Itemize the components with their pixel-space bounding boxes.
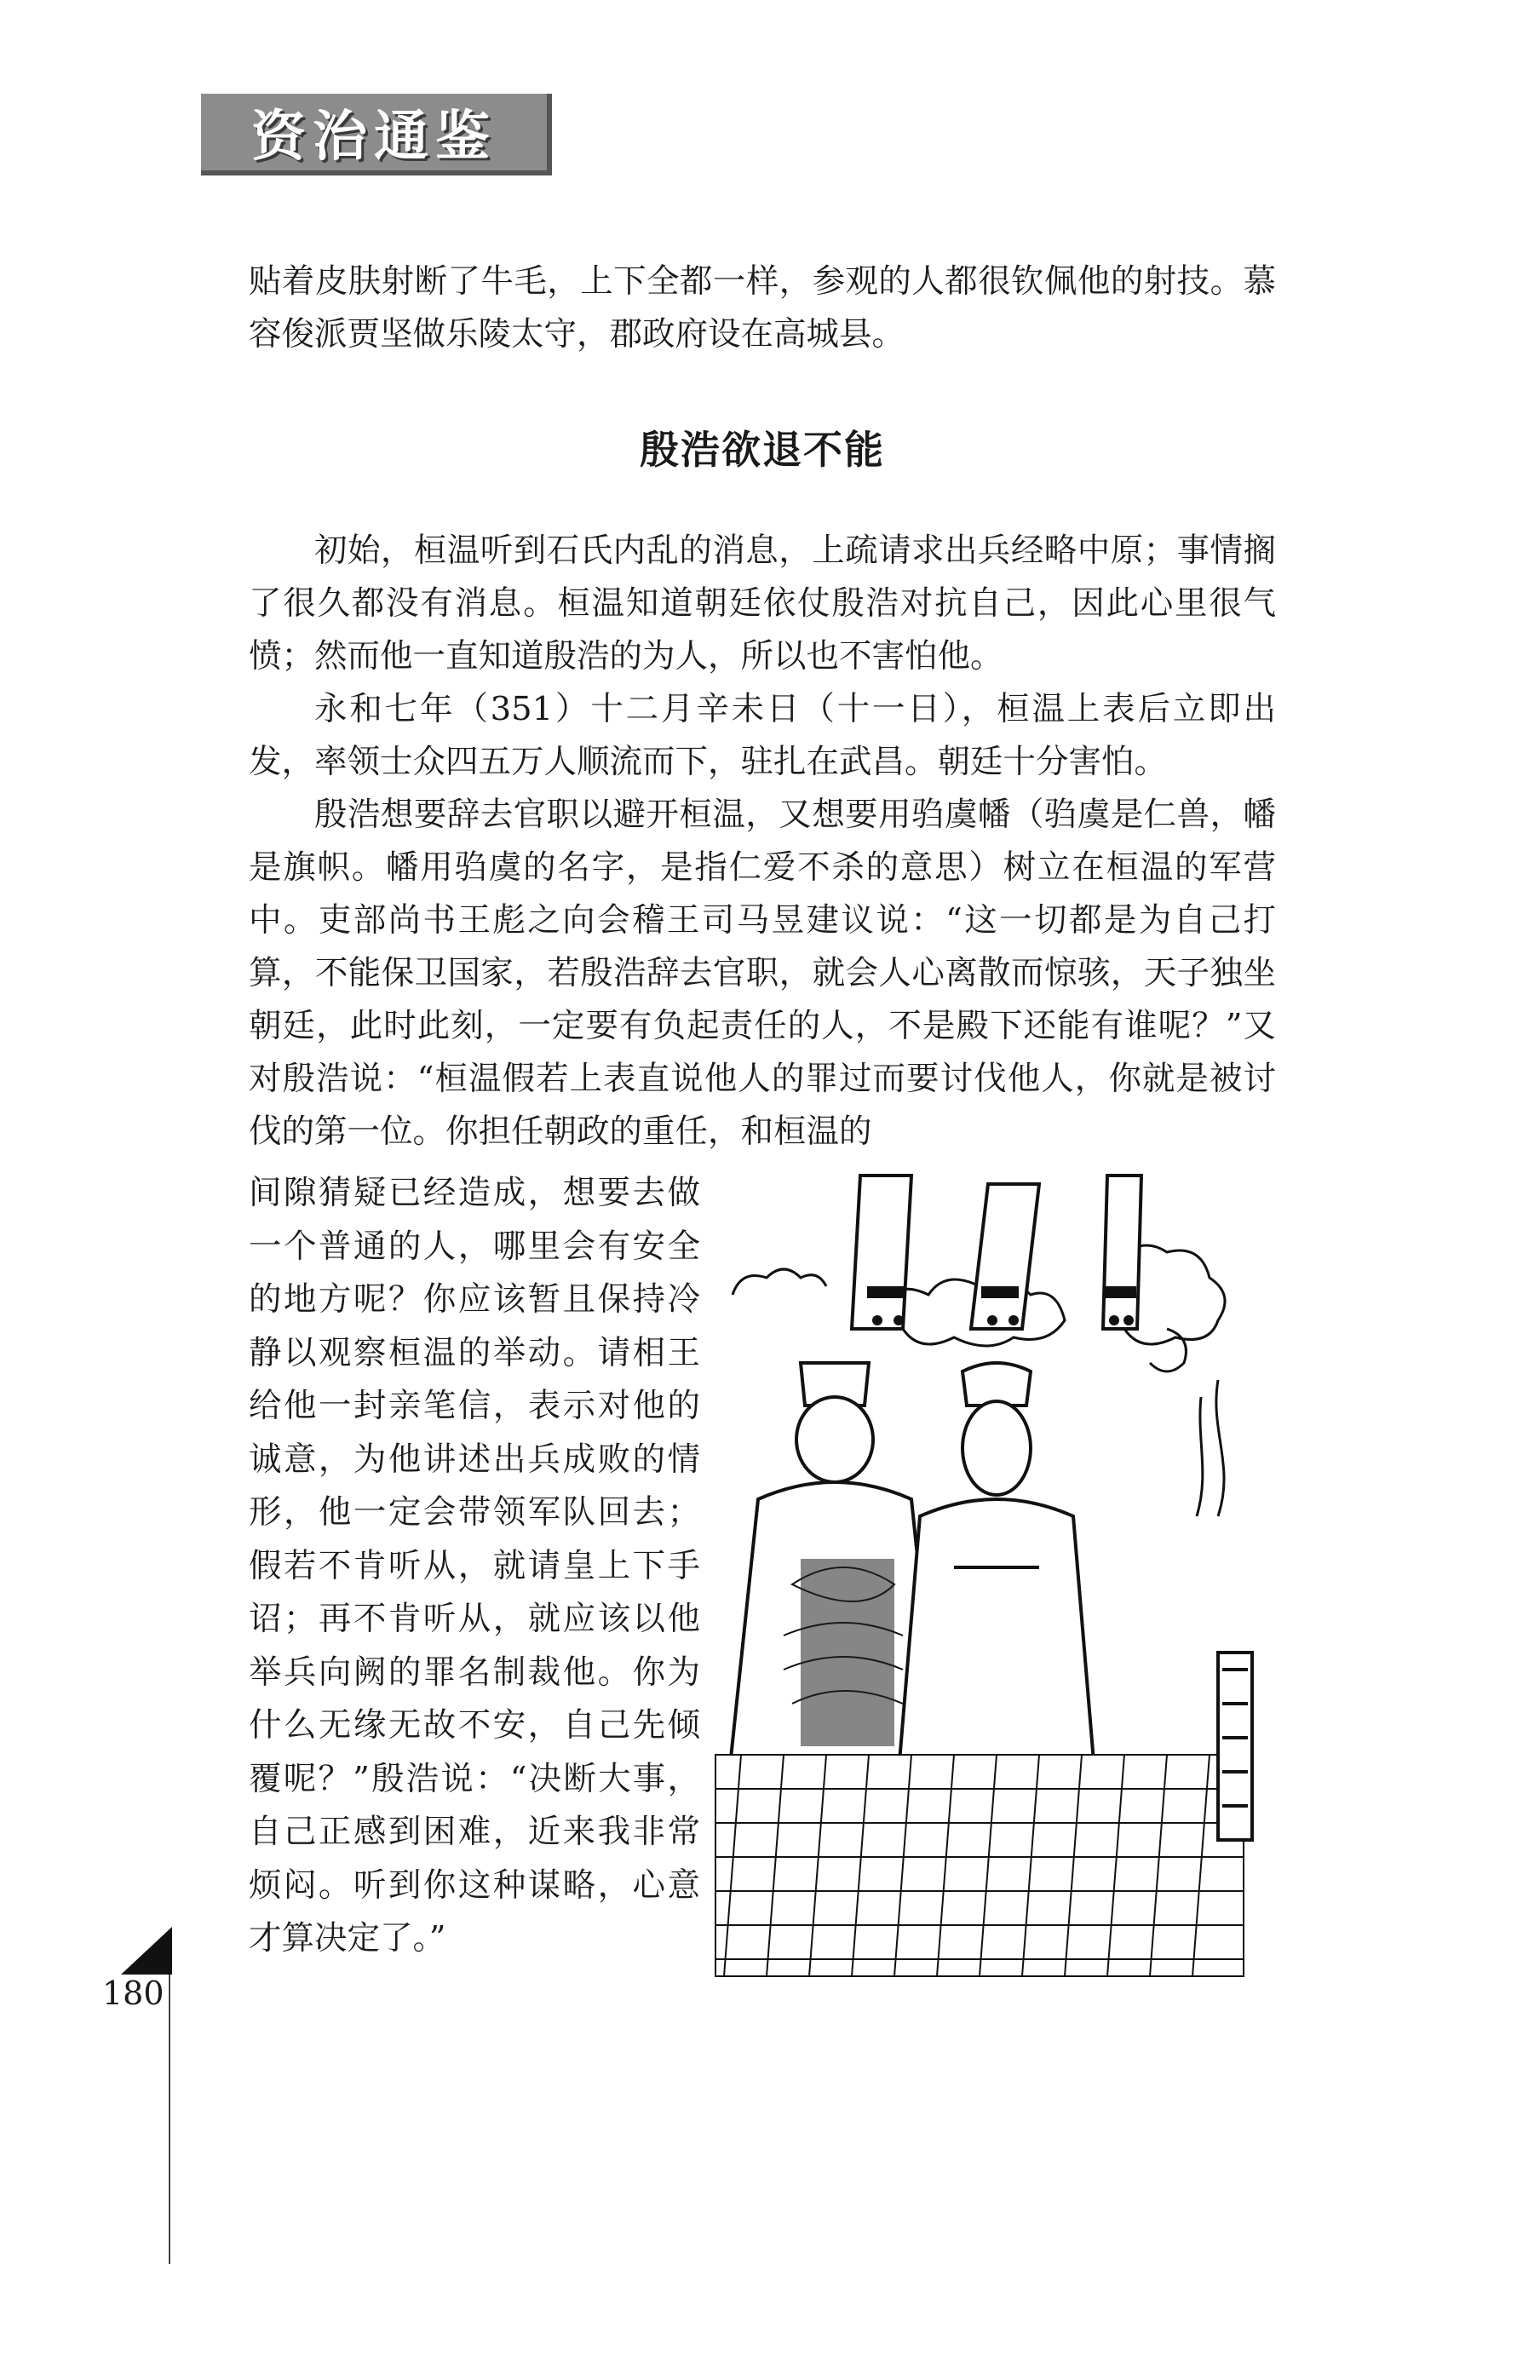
book-title: 资治通鉴 <box>251 106 497 169</box>
paragraph-1: 初始，桓温听到石氏内乱的消息，上疏请求出兵经略中原；事情搁了很久都没有消息。桓温知道朝廷依仗殷浩对抗自己，因此心里很气愤；然而他一直知道殷浩的为人，所以也不害怕他。 <box>249 532 1276 675</box>
book-title-banner <box>201 94 552 175</box>
main-text <box>249 525 1276 1158</box>
narrow-text-column <box>249 1167 700 1966</box>
page-number: 180 <box>102 1975 164 2012</box>
paragraph-2: 永和七年（351）十二月辛未日（十一日），桓温上表后立即出发，率领士众四五万人顺流而下，驻扎在武昌。朝廷十分害怕。 <box>249 690 1276 781</box>
paragraph-3: 殷浩想要辞去官职以避开桓温，又想要用驺虞幡（驺虞是仁兽，幡是旗帜。幡用驺虞的名字，是指仁爱不杀的意思）树立在桓温的军营中。吏部尚书王彪之向会稽王司马昱建议说：“这一切都是为自己打算，不能保卫国家，若殷浩辞去官职，就会人心离散而惊骇，天子独坐朝廷，此时此刻，一定要有负起责任的人，不是殿下还能有谁呢？”又对殷浩说：“桓温假若上表直说他人的罪过而要讨伐他人，你就是被讨伐的第一位。你担任朝政的重任，和桓温的 <box>249 796 1276 1151</box>
margin-rule <box>169 1975 170 2264</box>
narrow-paragraph: 间隙猜疑已经造成，想要去做一个普通的人，哪里会有安全的地方呢？你应该暂且保持冷静以观察桓温的举动。请相王给他一封亲笔信，表示对他的诚意，为他讲述出兵成败的情形，他一定会带领军队回去；假若不肯听从，就请皇上下手诏；再不肯听从，就应该以他举兵向阙的罪名制裁他。你为什么无缘无故不安，自己先倾覆呢？”殷浩说：“决断大事，自己正感到困难，近来我非常烦闷。听到你这种谋略，心意才算决定了。” <box>249 1174 700 1957</box>
intro-paragraph: 贴着皮肤射断了牛毛，上下全都一样，参观的人都很钦佩他的射技。慕容俊派贾坚做乐陵太守，郡政府设在高城县。 <box>249 262 1276 354</box>
page-corner-marker <box>121 1927 172 1975</box>
intro-paragraph-container <box>249 256 1276 361</box>
section-title: 殷浩欲退不能 <box>640 427 885 473</box>
ink-illustration-two-officials <box>707 1158 1261 1993</box>
